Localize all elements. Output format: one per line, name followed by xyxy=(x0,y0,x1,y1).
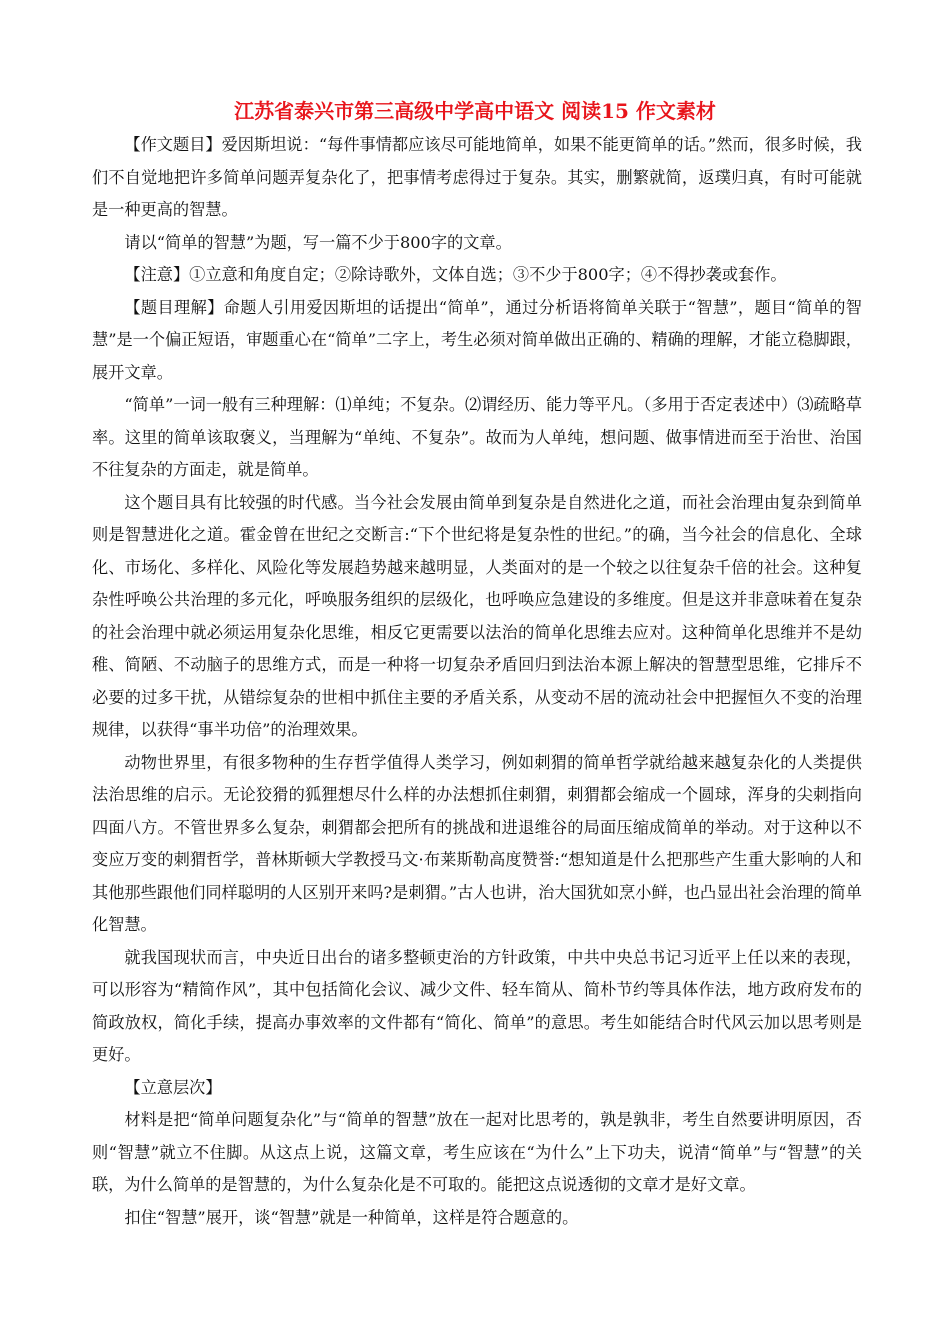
paragraph-instruction: 请以“简单的智慧”为题，写一篇不少于800字的文章。 xyxy=(124,232,512,252)
paragraph-simple-meanings: “简单”一词一般有三种理解：⑴单纯；不复杂。⑵谓经历、能力等平凡。（多用于否定表述中）⑶疏略草率。这里的简单该取褒义，当理解为“单纯、不复杂”。故而为人单纯，想问题、做事情进而至于治世、治国不往复杂的方面走，就是简单。 xyxy=(92,395,862,479)
paragraph-levels-heading: 【立意层次】 xyxy=(124,1077,222,1097)
paragraph-notes: 【注意】①立意和角度自定；②除诗歌外，文体自选；③不少于800字；④不得抄袭或套作。 xyxy=(124,265,787,284)
paragraph-era-sense: 这个题目具有比较强的时代感。当今社会发展由简单到复杂是自然进化之道，而社会治理由复杂到简单则是智慧进化之道。霍金曾在世纪之交断言:“下个世纪将是复杂性的世纪。”的确，当今社会的信息化、全球化、市场化、多样化、风险化等发展趋势越来越明显，人类面对的是一个较之以往复杂千倍的社会。这种复杂性呼唤公共治理的多元化，呼唤服务组织的层级化，也呼唤应急建设的多维度。但是这并非意味着在复杂的社会治理中就必须运用复杂化思维，相反它更需要以法治的简单化思维去应对。这种简单化思维并不是幼稚、简陋、不动脑子的思维方式，而是一种将一切复杂矛盾回归到法治本源上解决的智慧型思维，它排斥不必要的过多干扰，从错综复杂的世相中抓住主要的矛盾关系，从变动不居的流动社会中把握恒久不变的治理规律，以获得“事半功倍”的治理效果。 xyxy=(92,492,862,739)
paragraph-current-situation: 就我国现状而言，中央近日出台的诸多整顿吏治的方针政策，中共中央总书记习近平上任以来的表现，可以形容为“精简作风”，其中包括简化会议、减少文件、轻车简从、简朴节约等具体作法，地方政府发布的简政放权，简化手续，提高办事效率的文件都有“简化、简单”的意思。考生如能结合时代风云加以思考则是更好。 xyxy=(92,947,862,1064)
document-body xyxy=(92,129,862,1234)
document-title: 江苏省泰兴市第三高级中学高中语文 阅读15 作文素材 xyxy=(234,99,716,123)
paragraph-conclusion: 扣住“智慧”展开，谈“智慧”就是一种简单，这样是符合题意的。 xyxy=(124,1207,579,1227)
paragraph-hedgehog: 动物世界里，有很多物种的生存哲学值得人类学习，例如刺猬的简单哲学就给越来越复杂化的人类提供法治思维的启示。无论狡猾的狐狸想尽什么样的办法想抓住刺猬，刺猬都会缩成一个圆球，浑身的尖刺指向四面八方。不管世界多么复杂，刺猬都会把所有的挑战和进退维谷的局面压缩成简单的举动。对于这种以不变应万变的刺猬哲学，普林斯顿大学教授马文·布莱斯勒高度赞誉:“想知道是什么把那些产生重大影响的人和其他那些跟他们同样聪明的人区别开来吗?是刺猬。”古人也讲，治大国犹如烹小鲜，也凸显出社会治理的简单化智慧。 xyxy=(92,752,862,934)
paragraph-essay-prompt: 【作文题目】爱因斯坦说：“每件事情都应该尽可能地简单，如果不能更简单的话。”然而，很多时候，我们不自觉地把许多简单问题弄复杂化了，把事情考虑得过于复杂。其实，删繁就简，返璞归真，有时可能就是一种更高的智慧。 xyxy=(92,135,862,219)
paragraph-topic-understanding: 【题目理解】命题人引用爱因斯坦的话提出“简单”，通过分析语将简单关联于“智慧”，题目“简单的智慧”是一个偏正短语，审题重心在“简单”二字上，考生必须对简单做出正确的、精确的理解，才能立稳脚跟，展开文章。 xyxy=(92,297,862,382)
paragraph-materials: 材料是把“简单问题复杂化”与“简单的智慧”放在一起对比思考的，孰是孰非，考生自然要讲明原因，否则“智慧”就立不住脚。从这点上说，这篇文章，考生应该在“为什么”上下功夫，说清“简单”与“智慧”的关联，为什么简单的是智慧的，为什么复杂化是不可取的。能把这点说透彻的文章才是好文章。 xyxy=(92,1110,862,1194)
